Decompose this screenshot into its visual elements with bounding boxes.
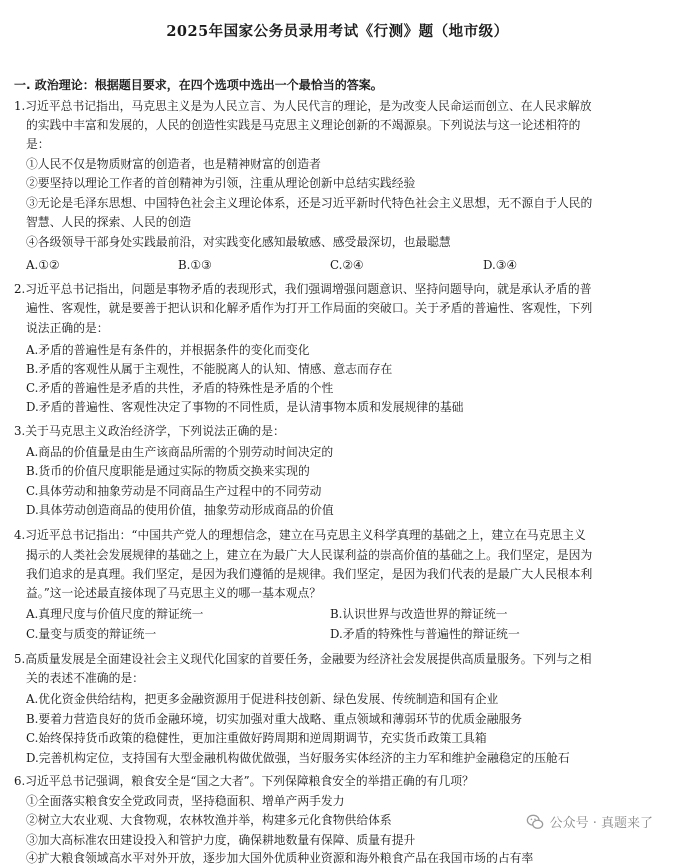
answer-option: C.量变与质变的辩证统一: [26, 627, 157, 641]
watermark: [526, 812, 653, 831]
text-line: B.货币的价值尺度职能是通过实际的物质交换来实现的: [26, 464, 310, 478]
text-line: 的实践中丰富和发展的，人民的创造性实践是马克思主义理论创新的不竭源泉。下列说法与这一论述相符的: [26, 118, 581, 132]
watermark-text: 公众号 · 真题来了: [549, 816, 653, 831]
text-line: A.优化资金供给结构，把更多金融资源用于促进科技创新、绿色发展、传统制造和国有企业: [26, 692, 499, 706]
text-line: ③无论是毛泽东思想、中国特色社会主义理论体系，还是习近平新时代特色社会主义思想，无不源自于人民的: [26, 196, 593, 210]
text-line: C.始终保持货币政策的稳健性，更加注重做好跨周期和逆周期调节，充实货币政策工具箱: [26, 731, 487, 745]
wechat-icon: [526, 813, 544, 831]
text-line: D.具体劳动创造商品的使用价值，抽象劳动形成商品的价值: [26, 503, 334, 517]
answer-option: D.矛盾的特殊性与普遍性的辩证统一: [330, 627, 520, 641]
section-heading: 一. 政治理论：根据题目要求，在四个选项中选出一个最恰当的答案。: [14, 78, 383, 92]
text-line: 益。”这一论述最直接体现了马克思主义的哪一基本观点？: [26, 586, 322, 600]
text-line: D.矛盾的普遍性、客观性决定了事物的不同性质，是认清事物本质和发展规律的基础: [26, 400, 464, 414]
text-line: A.商品的价值量是由生产该商品所需的个别劳动时间决定的: [26, 445, 334, 459]
text-line: ④各级领导干部身处实践最前沿，对实践变化感知最敏感、感受最深切，也最聪慧: [26, 235, 451, 249]
text-line: 智慧、人民的探索、人民的创造: [26, 215, 192, 229]
text-line: ①人民不仅是物质财富的创造者，也是精神财富的创造者: [26, 157, 321, 171]
document-title: 2025年国家公务员录用考试《行测》题（地市级）: [166, 23, 509, 40]
text-line: B.要着力营造良好的货币金融环境，切实加强对重大战略、重点领域和薄弱环节的优质金融服务: [26, 712, 523, 726]
text-line: A.矛盾的普遍性是有条件的，并根据条件的变化而变化: [26, 343, 310, 357]
answer-option: A.真理尺度与价值尺度的辩证统一: [26, 607, 204, 621]
text-line: B.矛盾的客观性从属于主观性，不能脱离人的认知、情感、意志而存在: [26, 362, 393, 376]
answer-option: D.③④: [483, 258, 517, 272]
text-line: 2.习近平总书记指出，问题是事物矛盾的表现形式，我们强调增强问题意识、坚持问题导向，就是承认矛盾的普: [14, 282, 592, 296]
text-line: 是：: [26, 137, 50, 151]
text-line: 5.高质量发展是全面建设社会主义现代化国家的首要任务，金融要为经济社会发展提供高质量服务。下列与之相: [14, 652, 592, 666]
answer-option: C.②④: [330, 258, 364, 272]
text-line: 3.关于马克思主义政治经济学，下列说法正确的是：: [14, 424, 285, 438]
text-line: 揭示的人类社会发展规律的基础之上，建立在为最广大人民谋利益的崇高价值的基础之上。我们坚定，是因为: [26, 548, 593, 562]
text-line: 1.习近平总书记指出，马克思主义是为人民立言、为人民代言的理论，是为改变人民命运而创立、在人民求解放: [14, 99, 592, 113]
text-line: ②要坚持以理论工作者的首创精神为引领，注重从理论创新中总结实践经验: [26, 176, 416, 190]
text-line: ④扩大粮食领域高水平对外开放，逐步加大国外优质种业资源和海外粮食产品在我国市场的占有率: [26, 851, 534, 865]
answer-option: A.①②: [26, 258, 60, 272]
text-line: 4.习近平总书记指出：“中国共产党人的理想信念，建立在马克思主义科学真理的基础之上，建立在马克思主义: [14, 528, 586, 542]
text-line: ②树立大农业观、大食物观，农林牧渔并举，构建多元化食物供给体系: [26, 813, 392, 827]
text-line: 说法正确的是：: [26, 321, 109, 335]
text-line: C.具体劳动和抽象劳动是不同商品生产过程中的不同劳动: [26, 484, 322, 498]
text-line: ③加大高标准农田建设投入和管护力度，确保耕地数量有保障、质量有提升: [26, 833, 416, 847]
text-line: ①全面落实粮食安全党政同责，坚持稳面积、增单产两手发力: [26, 794, 345, 808]
text-line: D.完善机构定位，支持国有大型金融机构做优做强，当好服务实体经济的主力军和维护金融稳定的压舱石: [26, 751, 570, 765]
text-line: 关的表述不准确的是：: [26, 671, 144, 685]
text-line: C.矛盾的普遍性是矛盾的共性，矛盾的特殊性是矛盾的个性: [26, 381, 334, 395]
text-line: 6.习近平总书记强调，粮食安全是“国之大者”。下列保障粮食安全的举措正确的有几项？: [14, 774, 474, 788]
answer-option: B.①③: [178, 258, 212, 272]
answer-option: B.认识世界与改造世界的辩证统一: [330, 607, 508, 621]
text-line: 遍性、客观性，就是要善于把认识和化解矛盾作为打开工作局面的突破口。关于矛盾的普遍性、客观性，下列: [26, 301, 593, 315]
text-line: 我们追求的是真理。我们坚定，是因为我们遵循的是规律。我们坚定，是因为我们代表的是最广大人民根本利: [26, 567, 593, 581]
